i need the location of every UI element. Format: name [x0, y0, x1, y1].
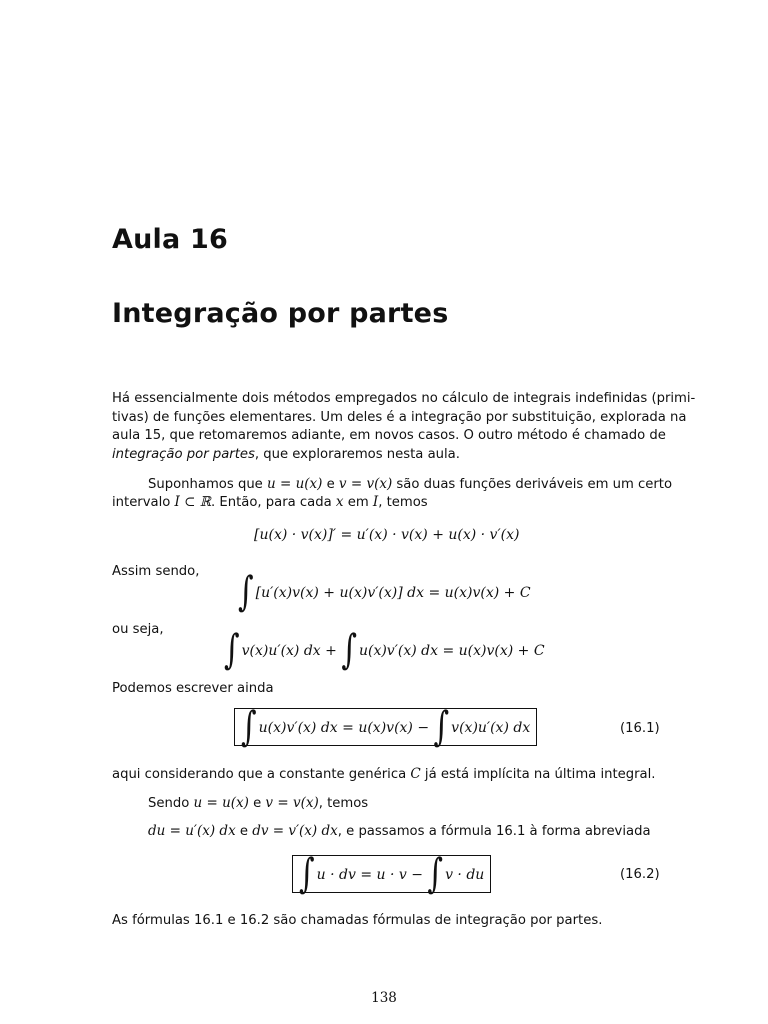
paragraph-fragment: , que exploraremos nesta aula.: [254, 446, 460, 462]
paragraph-suponhamos-line2: [112, 493, 428, 513]
text-fragment: . Então, para cada: [211, 495, 336, 510]
text-fragment: , e passamos a fórmula 16.1 à forma abreviada: [337, 824, 651, 839]
math-inline: C: [410, 766, 421, 782]
equation-product-rule: [u(x) · v(x)]′ = u′(x) · v(x) + u(x) · v′(x): [254, 527, 520, 543]
text-fragment: intervalo: [112, 495, 175, 510]
integral-sign-icon: ∫: [238, 568, 254, 616]
math-inline: u = u(x): [193, 795, 249, 811]
equation-number: (16.2): [620, 867, 660, 882]
emphasis-term: integração por partes: [112, 446, 255, 462]
text-fragment: e: [248, 796, 266, 811]
integral-sign-icon: ∫: [241, 703, 257, 751]
equation-box: [292, 850, 491, 898]
equation-part: v · du: [445, 867, 485, 883]
math-inline: I: [372, 494, 379, 510]
paragraph-line: Há essencialmente dois métodos empregados no cálculo de integrais indefinidas (primi-: [112, 391, 696, 406]
paragraph-line: aula 15, que retomaremos adiante, em novos casos. O outro método é chamado de: [112, 428, 666, 443]
paragraph-line: [112, 446, 695, 465]
text-fragment: já está implícita na última integral.: [420, 767, 656, 782]
equation-part: v(x)u′(x) dx +: [241, 643, 342, 659]
equation-part: u(x)v′(x) dx = u(x)v(x) + C: [358, 643, 545, 659]
paragraph-intro: [112, 390, 695, 464]
math-inline: du = u′(x) dx: [148, 823, 236, 839]
math-inline: dv = v′(x) dx: [252, 823, 338, 839]
page-number: 138: [371, 990, 397, 1006]
text-fragment: , temos: [378, 495, 428, 510]
text-fragment: e: [322, 477, 339, 492]
equation-16-1: [234, 703, 537, 751]
chapter-title: Aula 16: [112, 224, 228, 255]
equation-body: [u′(x)v(x) + u(x)v′(x)] dx = u(x)v(x) + C: [255, 585, 531, 601]
text-aqui-considerando: [112, 765, 656, 785]
paragraph-suponhamos-line1: [148, 475, 672, 495]
paragraph-line: tivas) de funções elementares. Um deles é a integração por substituição, explorada na: [112, 409, 687, 425]
text-fragment: em: [343, 495, 373, 510]
text-final: As fórmulas 16.1 e 16.2 são chamadas fórmulas de integração por partes.: [112, 913, 603, 928]
math-inline: u = u(x): [266, 476, 323, 492]
text-fragment: Suponhamos que: [148, 477, 267, 492]
equation-number: (16.1): [620, 721, 660, 736]
math-inline: v = v(x): [338, 476, 393, 492]
integral-sign-icon: ∫: [341, 626, 357, 674]
text-podemos: Podemos escrever ainda: [112, 681, 274, 696]
text-fragment: e: [235, 824, 253, 839]
text-sendo: [148, 794, 368, 814]
text-fragment: aqui considerando que a constante genérica: [112, 767, 411, 782]
section-title: Integração por partes: [112, 298, 449, 329]
integral-sign-icon: ∫: [299, 850, 315, 898]
math-inline: I ⊂ ℝ: [174, 494, 211, 510]
integral-sign-icon: ∫: [433, 703, 450, 751]
equation-part: u(x)v′(x) dx = u(x)v(x) −: [258, 720, 434, 736]
equation-integral-split: [224, 626, 545, 674]
text-du-dv: [148, 822, 651, 842]
text-fragment: , temos: [318, 796, 369, 811]
math-inline: x: [335, 494, 344, 510]
equation-part: v(x)u′(x) dx: [451, 720, 531, 736]
text-assim-sendo: Assim sendo,: [112, 564, 200, 579]
text-ou-seja: ou seja,: [112, 622, 164, 637]
equation-16-2: [292, 850, 491, 898]
text-fragment: são duas funções deriváveis em um certo: [392, 477, 673, 492]
integral-sign-icon: ∫: [224, 626, 240, 674]
integral-sign-icon: ∫: [427, 850, 444, 898]
text-fragment: Sendo: [148, 796, 194, 811]
equation-box: [234, 703, 537, 751]
equation-part: u · dv = u · v −: [316, 867, 428, 883]
math-inline: v = v(x): [265, 795, 319, 811]
equation-integral-sum: [238, 568, 531, 616]
